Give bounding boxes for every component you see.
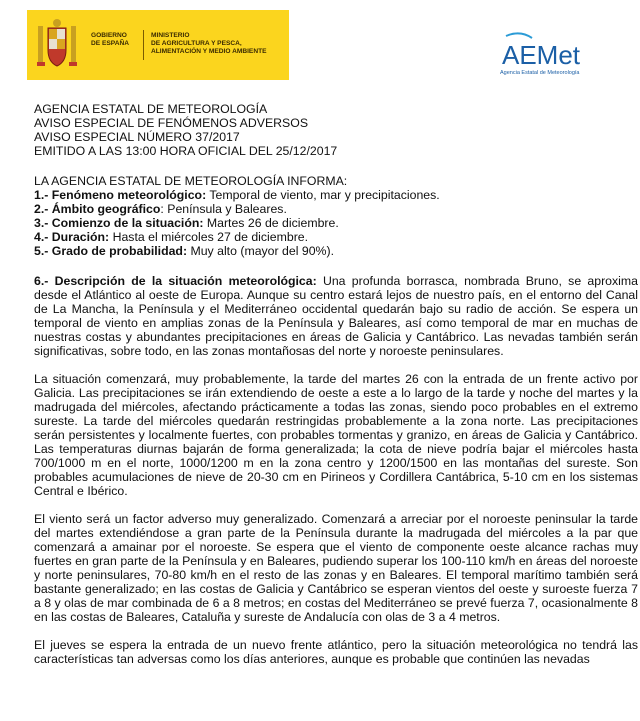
paragraph-wind: El viento será un factor adverso muy generalizado. Comenzará a arreciar por el noroeste peninsular la tarde del martes extendiéndose a gran parte de la Península durante la madrugada del miércoles a la par que comenzará a amainar por el noroeste. Se espera que el viento de componente oeste alcance rachas muy fuertes en gran parte de la Península y en Baleares, pudiendo superar los 100-110 km/h en áreas del noroeste y norte peninsulares, 70-80 km/h en el resto de las zonas y en Baleares. El temporal marítimo también será bastante generalizado; en las costas de Galicia y Cantábrico se esperan vientos del oeste y suroeste fuerza 7 a 8 y olas de mar combinada de 6 a 8 metros; en costas del Mediterráneo se prevé fuerza 7, ocasionalmente 8 en las costas de Baleares, Cataluña y sureste de Andalucía con olas de 3 a 4 metros. — [34, 512, 638, 624]
notice-body — [34, 102, 638, 666]
notice-type: AVISO ESPECIAL DE FENÓMENOS ADVERSOS — [34, 116, 309, 130]
summary-list — [34, 174, 638, 258]
notice-number: AVISO ESPECIAL NÚMERO 37/2017 — [34, 130, 240, 144]
government-banner — [27, 10, 289, 80]
agency-title: AGENCIA ESTATAL DE METEOROLOGÍA — [34, 102, 268, 116]
paragraph-precipitation: La situación comenzará, muy probablemente, la tarde del martes 26 con la entrada de un frente activo por Galicia. Las precipitaciones se irán extendiendo de oeste a este a lo largo de la tarde y noche del martes y la madrugada del miércoles, afectando prácticamente a todas las zonas, siendo poco probables en el extremo sureste. La tarde del miércoles quedarán restringidas probablemente a la zona norte. Las precipitaciones serán persistentes y localmente fuertes, con probables tormentas y granizo, en áreas de Galicia y Cantábrico. Las temperaturas diurnas bajarán de forma generalizada; la cota de nieve podría bajar el miércoles hasta 700/1000 m en el norte, 1000/1200 m en la zona centro y 1200/1500 en las montañas del sureste. Son probables acumulaciones de nieve de 20-30 cm en Pirineos y Cordillera Cantábrica, 5-10 cm en los sistemas Central e Ibérico. — [34, 372, 638, 498]
list-item: 2.- Ámbito geográfico: Península y Baleares. — [34, 202, 287, 216]
letterhead — [0, 0, 640, 92]
ministry-label: MINISTERIO DE AGRICULTURA Y PESCA, ALIMENTACIÓN Y MEDIO AMBIENTE — [151, 32, 267, 55]
title-block — [34, 102, 638, 158]
list-item: 4.- Duración: Hasta el miércoles 27 de diciembre. — [34, 230, 309, 244]
svg-text:AEMet: AEMet — [502, 40, 581, 70]
header-divider — [143, 30, 144, 60]
list-item: 5.- Grado de probabilidad: Muy alto (mayor del 90%). — [34, 244, 334, 258]
coat-of-arms-icon — [36, 18, 78, 72]
situation-description: 6.- Descripción de la situación meteorológica: Una profunda borrasca, nombrada Bruno, se aproxima desde el Atlántico al oeste de Europa. Aunque su centro estará lejos de nuestro país, en el entorno del Canal de La Mancha, la Península y el Mediterráneo occidental quedarán bajo su radio de acción. Se espera un temporal de viento en amplias zonas de la Península y Baleares, así como temporal de mar en muchas de nuestras costas y abundantes precipitaciones en áreas de Galicia y Cantábrico. Las nevadas también serán significativas, sobre todo, en las zonas montañosas del norte y noroeste peninsulares. — [34, 274, 638, 358]
issue-time: EMITIDO A LAS 13:00 HORA OFICIAL DEL 25/12/2017 — [34, 144, 338, 158]
list-item: 3.- Comienzo de la situación: Martes 26 de diciembre. — [34, 216, 339, 230]
government-label: GOBIERNO DE ESPAÑA — [91, 32, 129, 47]
paragraph-thursday: El jueves se espera la entrada de un nuevo frente atlántico, pero la situación meteorológica no tendrá las características tan adversas como los días anteriores, aunque es probable que continúen las nevadas — [34, 638, 638, 666]
aemet-subtitle: Agencia Estatal de Meteorología — [500, 70, 580, 76]
list-item: 1.- Fenómeno meteorológico: Temporal de viento, mar y precipitaciones. — [34, 188, 440, 202]
informa-heading: LA AGENCIA ESTATAL DE METEOROLOGÍA INFORMA: — [34, 174, 348, 188]
